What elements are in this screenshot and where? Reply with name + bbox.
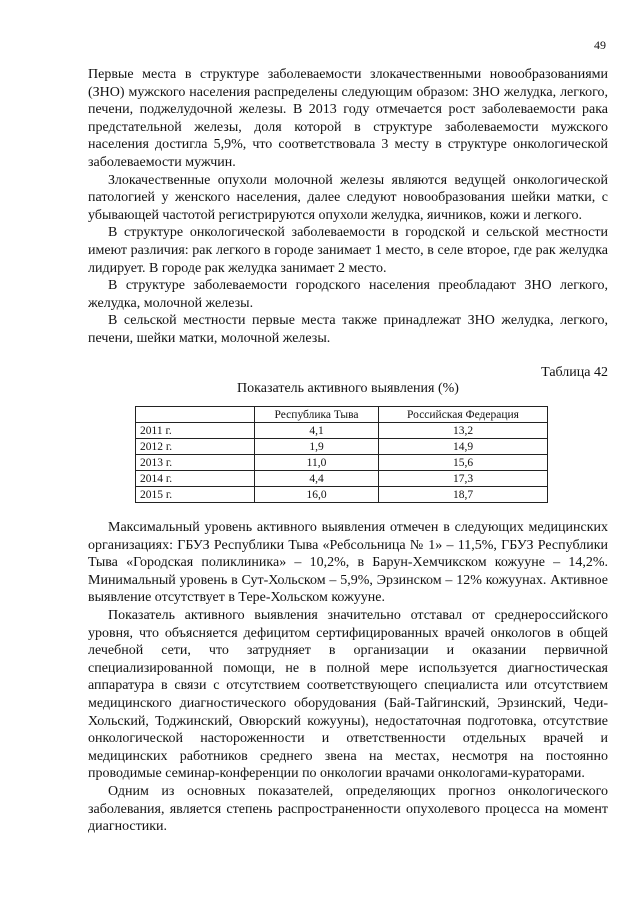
table-row (136, 487, 548, 503)
table-cell: 4,1 (255, 423, 379, 439)
table-cell: 2013 г. (136, 455, 255, 471)
paragraph: В сельской местности первые места также принадлежат ЗНО желудка, легкого, печени, шейки матки, молочной железы. (88, 313, 608, 346)
table-cell: 2015 г. (136, 487, 255, 503)
body-text-bottom (88, 519, 608, 836)
table-row (136, 423, 548, 439)
table-cell: 4,4 (255, 471, 379, 487)
table-number: Таблица 42 (541, 365, 608, 380)
paragraph: Одним из основных показателей, определяющих прогноз онкологического заболевания, является степень распространенности опухолевого процесса на момент диагностики. (88, 783, 608, 835)
paragraph: В структуре онкологической заболеваемости в городской и сельской местности имеют различия: рак легкого в городе занимает 1 место, в селе второе, где рак желудка лидирует. В городе рак желудка занимает 2 место. (88, 225, 608, 276)
table-cell: 16,0 (255, 487, 379, 503)
paragraph: Показатель активного выявления значительно отставал от среднероссийского уровня, что объясняется дефицитом сертифицированных врачей онкологов в общей лечебной сети, что затрудняет в организации и оказании первичной специализированной помощи, не в полной мере используется диагностическая аппаратура в связи с отсутствием соответствующего специалиста или отсутствием медицинского диагностического оборудования (Бай-Тайгинский, Эрзинский, Чеди-Хольский, Тоджинский, Овюрский кожууны), недостаточная подготовка, отсутствие онкологической настороженности и ответственности отдельных врачей и медицинских работников среднего звена на местах, несмотря на постоянно проводимые семинар-конференции по онкологии врачами онкологами-кураторами. (88, 607, 608, 782)
table-cell: 15,6 (379, 455, 548, 471)
data-table (135, 406, 548, 503)
page-number: 49 (594, 38, 606, 52)
table-cell: 2012 г. (136, 439, 255, 455)
paragraph: В структуре заболеваемости городского населения преобладают ЗНО легкого, желудка, молочной железы. (88, 278, 608, 311)
table-cell: 11,0 (255, 455, 379, 471)
paragraph: Первые места в структуре заболеваемости злокачественными новообразованиями (ЗНО) мужского населения распределены следующим образом: ЗНО желудка, легкого, печени, поджелудочной железы. В 2013 году отмечается рост заболеваемости рака предстательной железы, доля которой в структуре заболеваемости мужского населения достигла 5,9%, что соответствовала 3 месту в структуре онкологической заболеваемости мужчин. (88, 67, 608, 170)
table-row (136, 439, 548, 455)
table-cell: 14,9 (379, 439, 548, 455)
header-cell: Республика Тыва (255, 407, 379, 423)
header-cell: Российская Федерация (379, 407, 548, 423)
table-row (136, 471, 548, 487)
paragraph: Злокачественные опухоли молочной железы являются ведущей онкологической патологией у женского населения, далее следуют новообразования шейки матки, с убывающей частотой регистрируются опухоли желудка, яичников, кожи и легкого. (88, 172, 608, 223)
table-cell: 2011 г. (136, 423, 255, 439)
paragraph: Максимальный уровень активного выявления отмечен в следующих медицинских организациях: ГБУЗ Республики Тыва «Ребсольница № 1» – 11,5%, ГБУЗ Республики Тыва «Городская поликлиника» – 10,2%, в Барун-Хемчикском кожууне – 14,2%. Минимальный уровень в Сут-Хольском – 5,9%, Эрзинском – 12% кожуунах. Активное выявление отсутствует в Тере-Хольском кожууне. (88, 520, 608, 606)
table-row (136, 455, 548, 471)
table-cell: 2014 г. (136, 471, 255, 487)
table-title: Показатель активного выявления (%) (237, 381, 459, 396)
table-cell: 18,7 (379, 487, 548, 503)
table-cell: 1,9 (255, 439, 379, 455)
body-text-top (88, 66, 608, 348)
table-cell: 17,3 (379, 471, 548, 487)
table-cell: 13,2 (379, 423, 548, 439)
header-cell (136, 407, 255, 423)
table-header-row (136, 407, 548, 423)
